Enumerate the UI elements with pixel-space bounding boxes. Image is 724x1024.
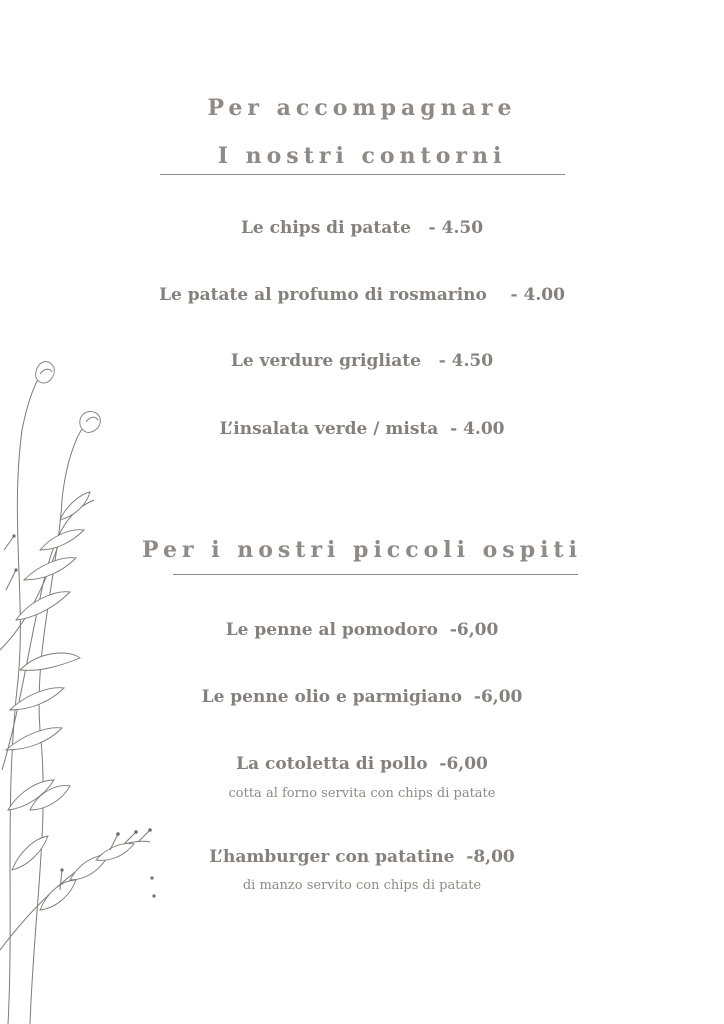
kids-title: Per i nostri piccoli ospiti <box>142 537 582 563</box>
kids-divider <box>173 574 578 575</box>
sides-title-line1: Per accompagnare <box>207 95 517 121</box>
menu-item-penne-pomodoro: Le penne al pomodoro -6,00 <box>225 620 499 640</box>
menu-item-patate-rosmarino: Le patate al profumo di rosmarino - 4.00 <box>159 285 565 305</box>
menu-item-chips: Le chips di patate - 4.50 <box>240 218 484 238</box>
menu-item-verdure-grigliate: Le verdure grigliate - 4.50 <box>230 351 494 371</box>
menu-item-hamburger: L’hamburger con patatine -8,00 <box>209 847 515 867</box>
menu-item-cotoletta-description: cotta al forno servita con chips di patate <box>228 786 496 801</box>
menu-item-cotoletta: La cotoletta di pollo -6,00 <box>236 754 488 774</box>
menu-item-insalata: L’insalata verde / mista - 4.00 <box>219 419 505 439</box>
menu-item-penne-olio: Le penne olio e parmigiano -6,00 <box>201 687 523 707</box>
menu-item-hamburger-description: di manzo servito con chips di patate <box>242 878 482 893</box>
sides-divider <box>160 174 565 175</box>
sides-title-line2: I nostri contorni <box>217 143 507 169</box>
botanical-illustration <box>0 350 170 1024</box>
